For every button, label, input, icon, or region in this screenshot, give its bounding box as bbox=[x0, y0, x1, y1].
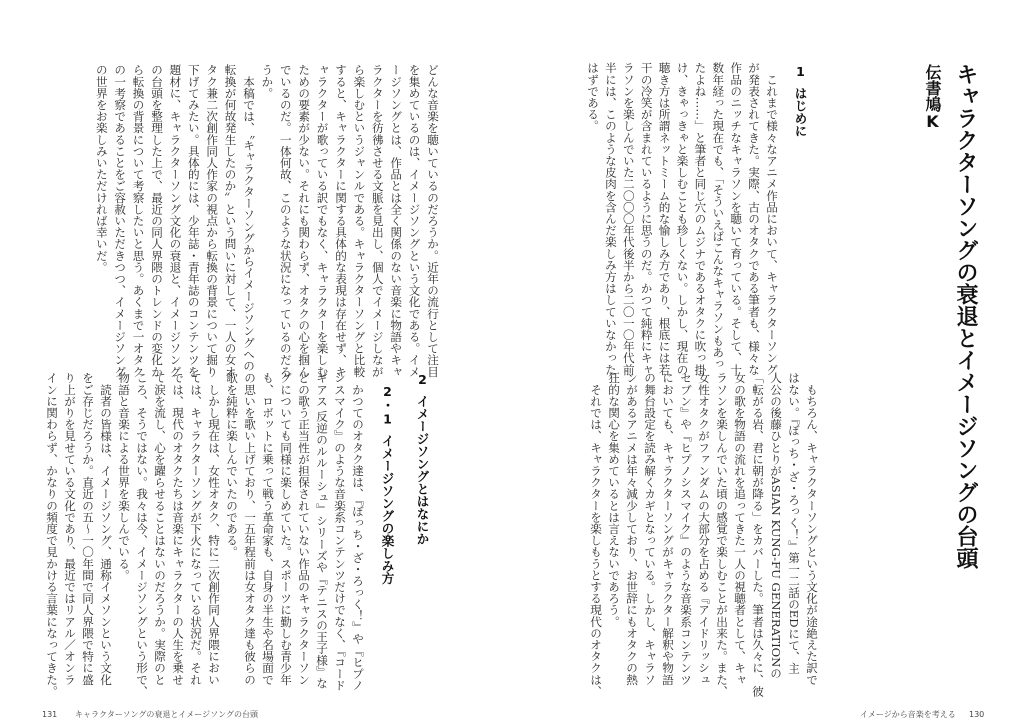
text-column: ための要素が少ない。それにも関わらず、オタクの心を掴ん bbox=[297, 64, 312, 378]
text-column: たよね……」と筆者と同じ穴のムジナであるオタクに吹っ掛 bbox=[693, 62, 708, 376]
text-column: の舞台設定を読み解くカギとなっている。しかし、キャラソ bbox=[643, 372, 657, 686]
footer-running-title-right: イメージから音楽を考える bbox=[860, 710, 956, 719]
text-column: どの歌う正当性が担保されていない作品のキャラクターソン bbox=[297, 372, 311, 686]
text-column: かつてのオタク達は、『ぼっち・ざ・ろっく！』や『ヒプノ bbox=[351, 372, 365, 691]
text-column: ギアス 反逆のルルーシュ』シリーズや『テニスの王子様』な bbox=[315, 372, 329, 689]
text-column: の思いを歌い上げており、一五年程前は女オタク達も彼らの bbox=[243, 372, 257, 686]
text-column: 作品のニッチなキャラソンを聴いて育っている。そして、十 bbox=[729, 62, 744, 376]
text-column: 転換が何故発生したのか〟という問いに対して、一人の女オ bbox=[223, 64, 238, 378]
text-column: ラソンを楽しんでいた二〇〇〇年代後半から二〇一〇年代前 bbox=[621, 62, 636, 376]
text-column: の世界をお楽しみいただければ幸いだ。 bbox=[94, 64, 109, 273]
text-column: それでは、キャラクターを楽しもうとする現代のオタクは、 bbox=[589, 372, 603, 697]
text-column: においても、キャラクターソングがキャラクター解釈や物語 bbox=[661, 372, 675, 686]
text-column: グについても同様に楽しめていた。スポーツに勤しむ青少年 bbox=[279, 372, 293, 686]
article-title: キャラクターソングの衰退とイメージソングの台頭 bbox=[953, 63, 978, 569]
footer-page-number-right: 130 bbox=[969, 710, 985, 719]
text-column: ャラクターが歌っている訳でもなく、キャラクターを楽しむ bbox=[315, 64, 330, 378]
text-column: これまで様々なアニメ作品において、キャラクターソング bbox=[765, 62, 779, 376]
text-column: しかし現在は、女性オタク、特に二次創作同人界隈におい bbox=[207, 372, 221, 686]
section-label: イメージソングの楽しみ方 bbox=[380, 434, 395, 585]
text-column: ージソングとは、作品とは全く関係のない音楽に物語やキャ bbox=[389, 64, 404, 378]
text-column: ころ、そうではない。我々は今、イメージソングという形で、 bbox=[135, 372, 149, 697]
text-column: ら楽しむというジャンルである。キャラクターソングと比較 bbox=[352, 64, 367, 378]
section-number: 2・1 bbox=[380, 384, 395, 427]
text-column: 聴き方は所謂ネットミーム的な愉しみ方であり、根底には若 bbox=[657, 62, 672, 376]
text-column: も、ロボットに乗って戦う革命家も、自身の半生や名場面で bbox=[261, 372, 275, 686]
text-column: ラソンを楽しんでいた頃の感覚で楽しむことが出来た。また、 bbox=[715, 372, 729, 697]
text-column: 「転がる岩、君に朝が降る」をカバーした。筆者は久々に、彼 bbox=[751, 372, 765, 697]
text-column: 読者の皆様は、イメージソング、通称イメソンという文化 bbox=[99, 372, 113, 686]
text-column: セブン』や『ヒプノシスマイク』のような音楽系コンテンツ bbox=[679, 372, 693, 686]
text-column: タク兼二次創作同人作家の視点から転換の背景について掘り bbox=[205, 64, 220, 378]
text-column: ら転換の背景について考察したいと思う。あくまで一オタク bbox=[131, 64, 146, 378]
text-column: をご存じだろうか。直近の五〜一〇年間で同人界隈で特に盛 bbox=[81, 372, 95, 686]
text-column: て涙を流し、心を躍らせることはないのだろうか。実際のと bbox=[153, 372, 167, 686]
text-column: では、現代のオタクたちは音楽にキャラクターの人生を乗せ bbox=[171, 372, 185, 686]
text-column: 歌を純粋に楽しんでいたのである。 bbox=[225, 372, 239, 558]
text-column: 本稿では、〝キャラクターソングからイメージソングへの bbox=[242, 64, 256, 372]
text-column: 女の歌を物語の流れを追ってきた一人の視聴者として、キャ bbox=[733, 372, 747, 686]
text-column: 数年経った現在でも、「そういえばこんなキャラソンもあっ bbox=[711, 62, 726, 370]
text-column: 半には、このような皮肉を含んだ楽しみ方はしていなかった bbox=[603, 62, 618, 376]
text-column: ては、キャラクターソングが下火になっている状況だ。それ bbox=[189, 372, 203, 686]
text-column: 狂的な関心を集めているとは言えないであろう。 bbox=[607, 372, 621, 628]
text-column: インに関わらず、かなりの頻度で見かける言葉になってきた。 bbox=[45, 372, 59, 697]
text-column: 物語と音楽による世界を楽しんでいる。 bbox=[117, 372, 131, 581]
text-column: り上がりを見せている文化であり、最近ではリアル／オンラ bbox=[63, 372, 77, 686]
text-column: の台頭を整理した上で、最近の同人界隈のトレンドの変化か bbox=[150, 64, 164, 378]
text-column: はずである。 bbox=[586, 62, 600, 132]
text-column: の一考察であることをご容赦いただきつつ、イメージソング bbox=[113, 64, 128, 378]
section-heading-1 bbox=[793, 64, 807, 137]
text-column: うか。 bbox=[260, 64, 275, 99]
text-column: け、きゃっきゃと楽しむことも珍しくない。しかし、現在の bbox=[675, 62, 690, 376]
section-label: はじめに bbox=[793, 87, 808, 137]
text-column: 下げてみたい。具体的には、少年誌・青年誌のコンテンツを bbox=[186, 64, 201, 378]
text-column: 人公の後藤ひとりがASIAN KUNG-FU GENERATIONの bbox=[769, 372, 783, 679]
subsection-heading-2-1 bbox=[380, 384, 394, 585]
text-column: でいるのだ。一体何故、このような状況になっているのだろ bbox=[278, 64, 293, 378]
text-column: 女性オタクがファンダムの大部分を占める『アイドリッシュ bbox=[697, 372, 711, 686]
text-column: もちろん、キャラクターソングという文化が途絶えた訳で bbox=[805, 372, 819, 686]
text-column: ラクターを彷彿させる文脈を見出し、個人でイメージしなが bbox=[370, 64, 385, 378]
section-heading-2 bbox=[415, 372, 429, 545]
section-number: 2 bbox=[415, 372, 430, 387]
text-column: が発表されてきた。実際、古のオタクである筆者も、様々な bbox=[747, 62, 762, 376]
text-column: シスマイク』のような音楽系コンテンツだけでなく、『コード bbox=[333, 372, 347, 691]
footer-running-title-left: キャラクターソングの衰退とイメージソングの台頭 bbox=[75, 710, 258, 719]
text-column: どんな音楽を聴いているのだろうか。近年の流行として注目 bbox=[426, 64, 440, 378]
footer-page-number-left: 131 bbox=[42, 710, 58, 719]
text-column: 干の冷笑が含まれているように思うのだ。かつて純粋にキャ bbox=[639, 62, 654, 376]
text-column: すると、キャラクターに関する具体的な表現は存在せず、キ bbox=[334, 64, 348, 378]
section-number: 1 bbox=[793, 64, 808, 79]
section-label: イメージソングとはなにか bbox=[415, 395, 430, 545]
text-column: 題材に、キャラクターソング文化の衰退と、イメージソング bbox=[168, 64, 183, 378]
text-column: を集めているのは、イメージソングという文化である。イメ bbox=[407, 64, 422, 378]
author-name: 伝書鳩K bbox=[923, 64, 942, 131]
text-column: ンがあるアニメは年々減少しており、お世辞にもオタクの熱 bbox=[625, 372, 639, 686]
text-column: はない。『ぼっち・ざ・ろっく！』第一二話のEDにて、主 bbox=[787, 372, 801, 674]
